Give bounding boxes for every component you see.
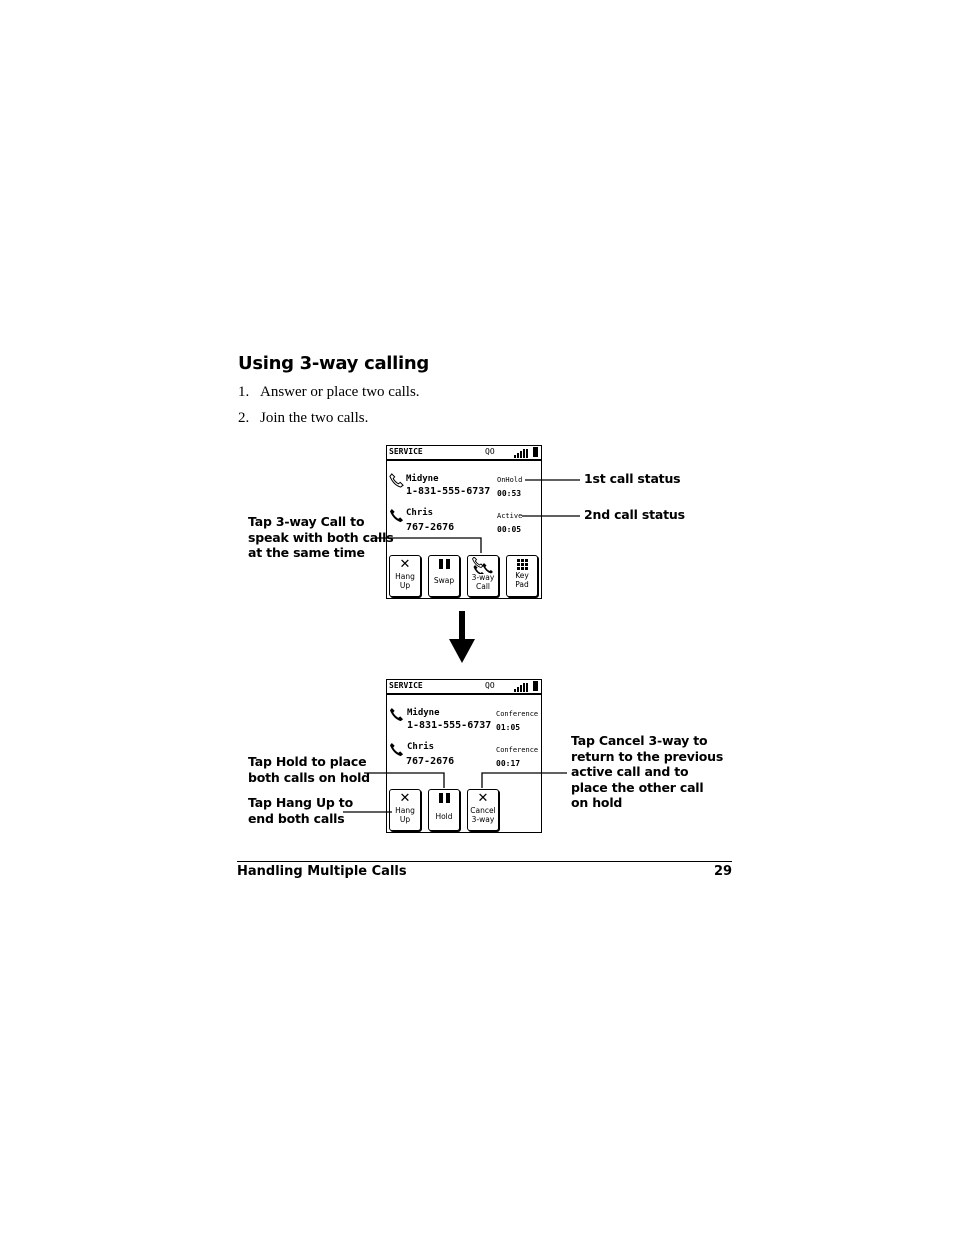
call2-status: Conference <box>496 746 539 754</box>
callout-1st-call-status: 1st call status <box>584 471 681 486</box>
call1-number: 1-831-555-6737 <box>406 486 491 497</box>
3-way-call-button[interactable]: 3-way Call <box>467 555 499 597</box>
call1-number: 1-831-555-6737 <box>407 720 492 731</box>
close-icon: ✕ <box>477 791 489 806</box>
call2-number: 767-2676 <box>406 522 455 533</box>
close-icon: ✕ <box>399 791 411 806</box>
step-text: Join the two calls. <box>260 410 369 426</box>
call1-timer: 00:53 <box>497 489 522 498</box>
callout-tap-3-way: Tap 3-way Call to speak with both calls at the same time <box>248 514 394 560</box>
callout-tap-hold: Tap Hold to place both calls on hold <box>248 754 370 785</box>
close-icon: ✕ <box>399 557 411 572</box>
keypad-button[interactable]: Key Pad <box>506 555 538 597</box>
call2-number: 767-2676 <box>406 756 455 767</box>
voicemail-icon: QO <box>485 681 495 690</box>
hang-up-button[interactable]: ✕ Hang Up <box>389 789 421 831</box>
callout-2nd-call-status: 2nd call status <box>584 507 685 522</box>
section-heading: Using 3-way calling <box>238 353 430 374</box>
voicemail-icon: QO <box>485 447 495 456</box>
call1-name: Midyne <box>407 708 440 718</box>
hold-button[interactable]: Hold <box>428 789 460 831</box>
call1-timer: 01:05 <box>496 723 521 732</box>
hang-up-button[interactable]: ✕ Hang Up <box>389 555 421 597</box>
call1-status: OnHold <box>497 476 523 484</box>
footer-rule <box>237 861 732 862</box>
call2-timer: 00:05 <box>497 525 522 534</box>
call2-timer: 00:17 <box>496 759 521 768</box>
step-text: Answer or place two calls. <box>260 384 420 400</box>
step-number: 2. <box>238 410 250 426</box>
call2-status: Active <box>497 512 523 520</box>
callout-tap-cancel-3-way: Tap Cancel 3-way to return to the previous active call and to place the other call on hold <box>571 733 724 810</box>
call2-name: Chris <box>406 508 434 518</box>
service-label: SERVICE <box>389 447 423 456</box>
call2-name: Chris <box>407 742 435 752</box>
service-label: SERVICE <box>389 681 423 690</box>
call1-name: Midyne <box>406 474 439 484</box>
swap-button[interactable]: Swap <box>428 555 460 597</box>
step-number: 1. <box>238 384 250 400</box>
call1-status: Conference <box>496 710 539 718</box>
footer-section-title: Handling Multiple Calls <box>237 864 407 879</box>
callout-tap-hang-up: Tap Hang Up to end both calls <box>248 795 353 826</box>
cancel-3-way-button[interactable]: ✕ Cancel 3-way <box>467 789 499 831</box>
page-number: 29 <box>714 864 733 879</box>
